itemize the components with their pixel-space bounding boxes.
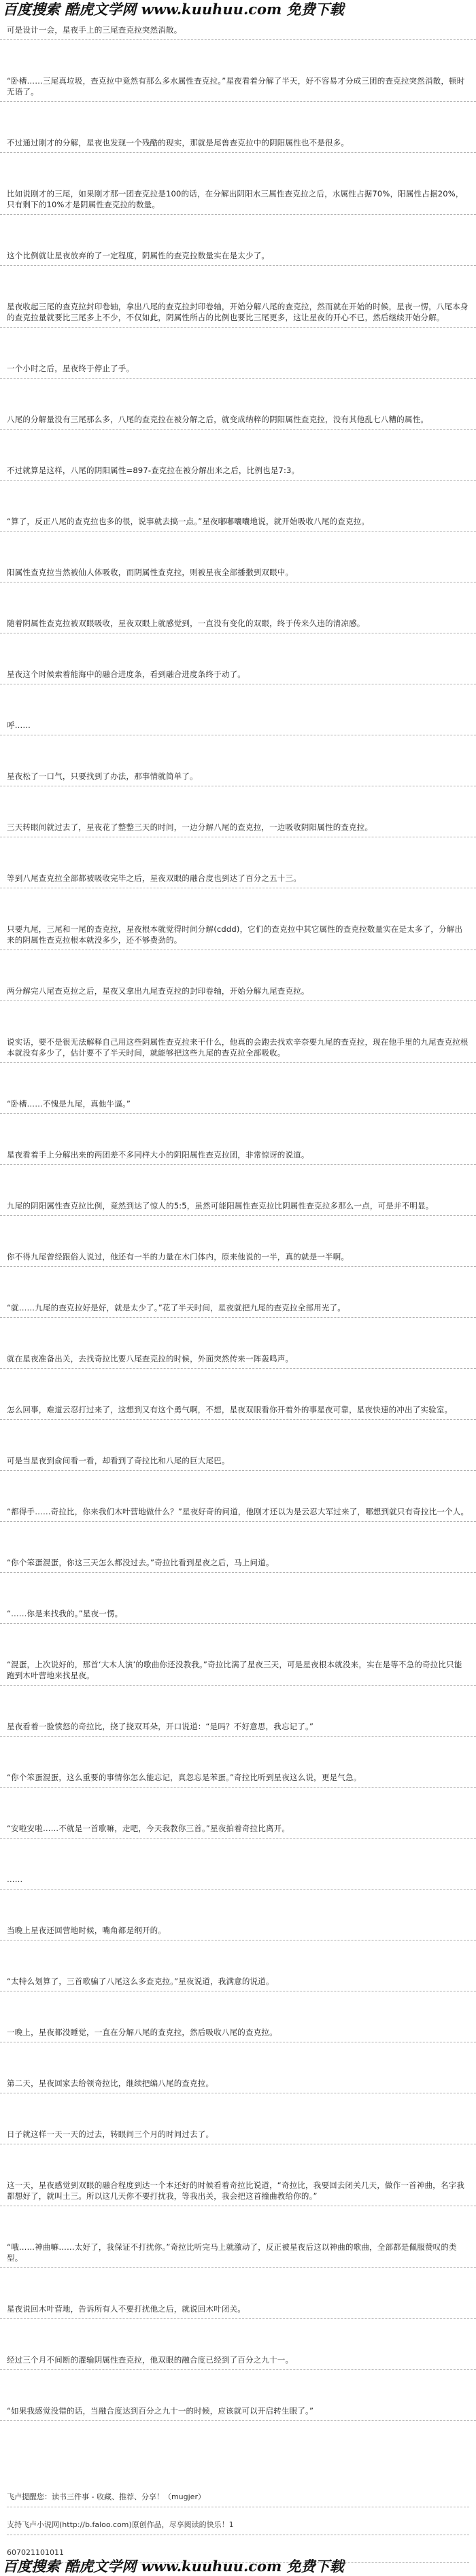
chapter-content bbox=[0, 20, 476, 2452]
paragraph: “你个笨蛋混蛋，你这三天怎么都没过去。”奇拉比看到星夜之后，马上问道。 bbox=[0, 1553, 476, 1573]
paragraph: “安啦安啦……不就是一首歌嘛，走吧，今天我教你三首。”星夜拍着奇拉比离开。 bbox=[0, 1819, 476, 1839]
paragraph: 三天转眼间就过去了，星夜花了整整三天的时间，一边分解八尾的查克拉，一边吸收阴阳属性的查克拉。 bbox=[0, 818, 476, 837]
paragraph: “太特么划算了，三首歌骗了八尾这么多查克拉。”星夜说道，我满意的说道。 bbox=[0, 1972, 476, 1991]
paragraph: 这个比例就让星夜放弃的了一定程度，阴属性的查克拉数量实在是太少了。 bbox=[0, 246, 476, 266]
paragraph: 呼…… bbox=[0, 716, 476, 735]
paragraph: 星夜收起三尾的查克拉封印卷轴，拿出八尾的查克拉封印卷轴，开始分解八尾的查克拉，然而就在开始的时候，星夜一愣，八尾本身的查克拉量就要比三尾多上不少，不仅如此，阴属性所占的比例也要比三尾更多，这让星夜的开心不已，然后继续开始分解。 bbox=[0, 297, 476, 328]
paragraph: 九尾的阴阳属性查克拉比例，竟然到达了惊人的5:5，虽然可能阳属性查克拉比阴属性查克拉多那么一点，可是并不明显。 bbox=[0, 1196, 476, 1216]
paragraph: “哦……神曲嘛……太好了，我保证不打扰你。”奇拉比听完马上就激动了，反正被星夜后这以神曲的歌曲，全部都是佩服赞叹的类型。 bbox=[0, 2238, 476, 2268]
site-banner-top: 百度搜索 酷虎文学网 www.kuuhuu.com 免费下载 bbox=[3, 1, 344, 18]
paragraph: “算了，反正八尾的查克拉也多的很，说事就去搞一点。”星夜嘟嘟囔囔地说，就开始吸收八尾的查克拉。 bbox=[0, 512, 476, 532]
paragraph: 比如说刚才的三尾，如果刚才那一团查克拉是100的话，在分解出阴阳水三属性查克拉之后，水属性占据70%，阳属性占据20%，只有剩下的10%才是阴属性查克拉的数量。 bbox=[0, 184, 476, 215]
paragraph: 星夜说回木叶营地，告诉所有人不要打扰他之后，就说回木叶闭关。 bbox=[0, 2299, 476, 2319]
paragraph: …… bbox=[0, 1870, 476, 1890]
paragraph: 日子就这样一天一天的过去，转眼间三个月的时间过去了。 bbox=[0, 2125, 476, 2144]
paragraph: “都得手……奇拉比，你来我们木叶营地做什么？”星夜好奇的问道，他刚才还以为是云忍大军过来了，哪想到就只有奇拉比一个人。 bbox=[0, 1502, 476, 1522]
footer-id: 607021101011 bbox=[7, 2543, 469, 2563]
paragraph: 怎么回事，难道云忍打过来了，这想到又有这个勇气啊，不想，星夜双眼看你开着外的事星夜可靠，星夜快速的冲出了实验室。 bbox=[0, 1400, 476, 1420]
paragraph: 你不得九尾曾经跟俗人说过，他还有一半的力量在木门体内，原来他说的一半，真的就是一半啊。 bbox=[0, 1247, 476, 1267]
paragraph: 只要九尾，三尾和一尾的查克拉，星夜根本就觉得时间分解(cddd)，它们的查克拉中其它属性的查克拉数量实在是太多了，分解出来的阴属性查克拉根本就没多少，还不够费劲的。 bbox=[0, 920, 476, 950]
paragraph: 星夜这个时候索着能海中的融合进度条，看到融合进度条终于动了。 bbox=[0, 665, 476, 684]
paragraph: “卧槽……不愧是九尾，真他牛逼。” bbox=[0, 1094, 476, 1114]
paragraph: “混蛋，上次说好的，那首‘大木人演’的歌曲你还没教我。”奇拉比满了星夜三天，可是星夜根本就没来，实在是等不急的奇拉比只能跑到木叶营地来找星夜。 bbox=[0, 1655, 476, 1686]
paragraph: 八尾的分解量没有三尾那么多，八尾的查克拉在被分解之后，就变成纳粹的阴阳属性查克拉，没有其他乱七八糟的属性。 bbox=[0, 410, 476, 430]
paragraph: 不过就算是这样，八尾的阴阳属性=897-查克拉在被分解出来之后，比例也是7:3。 bbox=[0, 461, 476, 481]
paragraph: 说实话，要不是很无法解释自己用这些阴属性查克拉来干什么，他真的会跑去找欢辛奈要九尾的查克拉，现在他手里的九尾查克拉根本就没有多少了，估计要不了半天时间，就能够把这些九尾的查克拉全部吸收。 bbox=[0, 1032, 476, 1063]
paragraph: 可是当星夜到俞间看一看，却看到了奇拉比和八尾的巨大尾巴。 bbox=[0, 1451, 476, 1471]
footer-support-link[interactable]: 支持飞卢小说网(http://b.faloo.com)原创作品，尽享阅读的快乐！1 bbox=[7, 2516, 469, 2535]
paragraph: “你个笨蛋混蛋，这么重要的事情你怎么能忘记，真忽忘是苯蛋。”奇拉比听到星夜这么说，更是气急。 bbox=[0, 1768, 476, 1788]
paragraph: 就在星夜准备出关，去找奇拉比要八尾查克拉的时候，外面突然传来一阵轰鸣声。 bbox=[0, 1349, 476, 1369]
paragraph: 一晚上，星夜都没睡觉，一直在分解八尾的查克拉，然后吸收八尾的查克拉。 bbox=[0, 2023, 476, 2042]
paragraph: 阳属性查克拉当然被仙人体吸收，而阴属性查克拉，则被星夜全部播撒到双眼中。 bbox=[0, 563, 476, 582]
paragraph: 不过通过刚才的分解，星夜也发现一个残酷的现实，那就是尾兽查克拉中的阴阳属性也不是很多。 bbox=[0, 133, 476, 153]
paragraph: 星夜看着手上分解出来的两团差不多同样大小的阴阳属性查克拉团，非常惊讶的说道。 bbox=[0, 1145, 476, 1165]
paragraph: 一个小时之后，星夜终于停止了手。 bbox=[0, 359, 476, 379]
site-banner-bottom: 百度搜索 酷虎文学网 www.kuuhuu.com 免费下载 bbox=[3, 2558, 344, 2575]
paragraph: 两分解完八尾查克拉之后，星夜又拿出九尾查克拉的封印卷轴，开始分解九尾查克拉。 bbox=[0, 981, 476, 1001]
paragraph: “……你是来找我的。”星夜一愣。 bbox=[0, 1604, 476, 1624]
paragraph: 当晚上星夜还回营地时候，嘴角都是纲开的。 bbox=[0, 1921, 476, 1940]
paragraph: 等到八尾查克拉全部都被吸收完毕之后，星夜双眼的融合度也到达了百分之五十三。 bbox=[0, 869, 476, 888]
paragraph: 星夜看着一脸愤怒的奇拉比，挠了挠双耳朵，开口说道：“是吗？不好意思，我忘记了。” bbox=[0, 1717, 476, 1737]
paragraph: 这一天，星夜感觉到双眼的融合程度到达一个本还好的时候看着奇拉比说道，“奇拉比，我要回去闭关几天，做作一首神曲，名字我都想好了，就叫土三。所以这几天你不要打扰我，等我出关，我会把这首撞曲教给你的。” bbox=[0, 2176, 476, 2206]
paragraph: 可是设计一会，星夜手上的三尾查克拉突然消散。 bbox=[0, 20, 476, 40]
paragraph: 第二天，星夜回家去给领奇拉比，继续把编八尾的查克拉。 bbox=[0, 2074, 476, 2093]
paragraph: 经过三个月不间断的灌输阴属性查克拉，他双眼的融合度已经到了百分之九十一。 bbox=[0, 2350, 476, 2370]
paragraph: 随着阴属性查克拉被双眼吸收，星夜双眼上就感觉到，一直没有变化的双眼，终于传来久违的清凉感。 bbox=[0, 614, 476, 633]
paragraph: “卧槽……三尾真垃圾，查克拉中竟然有那么多水属性查克拉。”星夜看着分解了半天，好不容易才分成三团的查克拉突然消散，顿时无语了。 bbox=[0, 71, 476, 102]
paragraph: “就……九尾的查克拉好是好，就是太少了。”花了半天时间，星夜就把九尾的查克拉全部用光了。 bbox=[0, 1298, 476, 1318]
paragraph: 星夜松了一口气，只要找到了办法，那事情就简单了。 bbox=[0, 767, 476, 786]
footer-reminder: 飞卢提醒您：读书三件事 - 收藏、推荐、分享！（mugjer） bbox=[7, 2488, 469, 2507]
paragraph: “如果我感觉没错的话，当融合度达到百分之九十一的时候，应该就可以开启转生眼了。” bbox=[0, 2401, 476, 2421]
